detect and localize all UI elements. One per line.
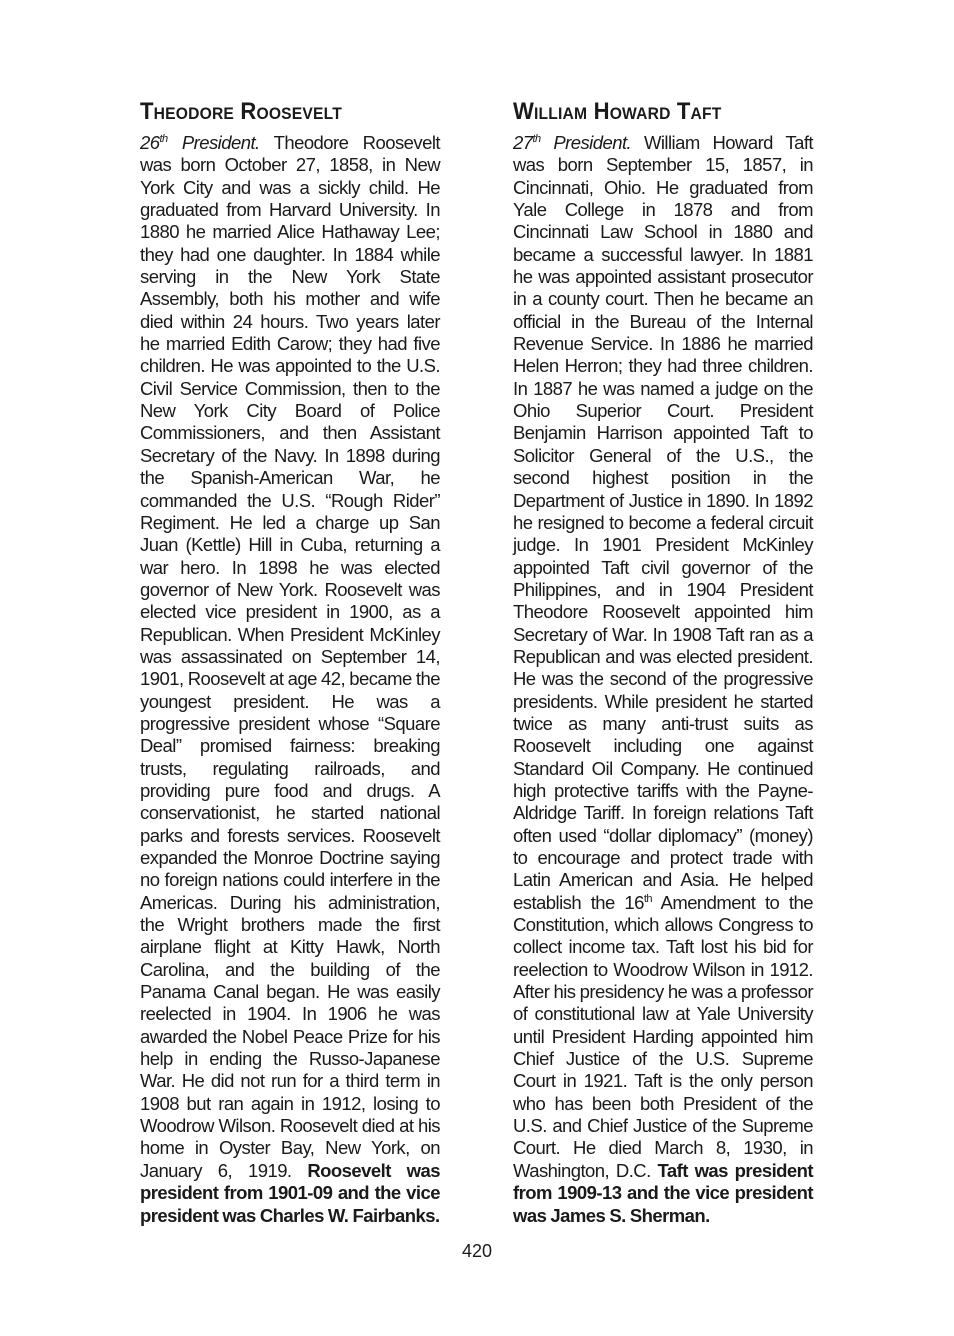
roosevelt-ordinal-suffix: th xyxy=(159,132,168,145)
roosevelt-ordinal xyxy=(140,132,260,153)
taft-amendment-suffix: th xyxy=(643,892,652,905)
taft-biography xyxy=(513,132,813,1227)
taft-ordinal xyxy=(513,132,631,153)
taft-ordinal-suffix: th xyxy=(532,132,541,145)
taft-ordinal-number: 27 xyxy=(513,132,533,153)
taft-ordinal-label: President. xyxy=(540,132,632,153)
taft-body-text-part2: Amendment to the Constitution, which allows Congress to collect income tax. Taft lost his bid for reelection to Woodrow Wilson in 1912. After his presidency he was a professor of constitutional law at Yale University until President Harding appointed him Chief Justice of the U.S. Supreme Court in 1921. Taft is the only person who has been both President of the U.S. and Chief Justice of the Supreme Court. He died March 8, 1930, in Washington, D.C. xyxy=(513,891,813,1181)
roosevelt-biography xyxy=(140,132,440,1227)
roosevelt-closing: Roosevelt was president from 1901-09 and the vice president was Charles W. Fairbanks. xyxy=(140,1159,440,1226)
taft-column xyxy=(513,98,813,1227)
taft-closing: Taft was president from 1909-13 and the vice president was James S. Sherman. xyxy=(513,1159,814,1226)
taft-heading: William Howard Taft xyxy=(513,98,722,125)
roosevelt-heading: Theodore Roosevelt xyxy=(140,98,342,125)
roosevelt-ordinal-number: 26 xyxy=(140,132,160,153)
roosevelt-ordinal-label: President. xyxy=(167,132,260,153)
roosevelt-body-text: Theodore Roosevelt was born October 27, 1858, in New York City and was a sickly child. He graduated from Harvard University. In 1880 he married Alice Hathaway Lee; they had one daughter. In 1884 while serving in the New York State Assembly, both his mother and wife died within 24 hours. Two years later he married Edith Carow; they had five children. He was appointed to the U.S. Civil Service Commission, then to the New York City Board of Police Commissioners, and then Assistant Secretary of the Navy. In 1898 during the Spanish-American War, he commanded the U.S. “Rough Rider” Regiment. He led a charge up San Juan (Kettle) Hill in Cuba, returning a war hero. In 1898 he was elected governor of New York. Roosevelt was elected vice president in 1900, as a Republican. When President McKinley was assassinated on September 14, 1901, Roosevelt at age 42, became the youngest president. He was a progressive president whose “Square Deal” promised fairness: breaking trusts, regulating railroads, and providing pure food and drugs. A conservationist, he started national parks and forests services. Roosevelt expanded the Monroe Doctrine saying no foreign nations could interfere in the Americas. During his administration, the Wright brothers made the first airplane flight at Kitty Hawk, North Carolina, and the building of the Panama Canal began. He was easily reelected in 1904. In 1906 he was awarded the Nobel Peace Prize for his help in ending the Russo-Japanese War. He did not run for a third term in 1908 but ran again in 1912, losing to Woodrow Wilson. Roosevelt died at his home in Oyster Bay, New York, on January 6, 1919. xyxy=(140,132,440,1181)
roosevelt-column xyxy=(140,98,440,1227)
page-number: 420 xyxy=(461,1241,493,1261)
taft-body-text-part1: William Howard Taft was born September 15, 1857, in Cincinnati, Ohio. He graduated from Yale College in 1878 and from Cincinnati Law School in 1880 and became a successful lawyer. In 1881 he was appointed assistant prosecutor in a county court. Then he became an official in the Bureau of the Internal Revenue Service. In 1886 he married Helen Herron; they had three children. In 1887 he was named a judge on the Ohio Superior Court. President Benjamin Harrison appointed Taft to Solicitor General of the U.S., the second highest position in the Department of Justice in 1890. In 1892 he resigned to become a federal circuit judge. In 1901 President McKinley appointed Taft civil governor of the Philippines, and in 1904 President Theodore Roosevelt appointed him Secretary of War. In 1908 Taft ran as a Republican and was elected president. He was the second of the progressive presidents. While president he started twice as many anti-trust suits as Roosevelt including one against Standard Oil Company. He continued high protective tariffs with the Payne-Aldridge Tariff. In foreign relations Taft often used “dollar diplomacy” (money) to encourage and protect trade with Latin American and Asia. He helped establish the 16 xyxy=(513,132,813,913)
